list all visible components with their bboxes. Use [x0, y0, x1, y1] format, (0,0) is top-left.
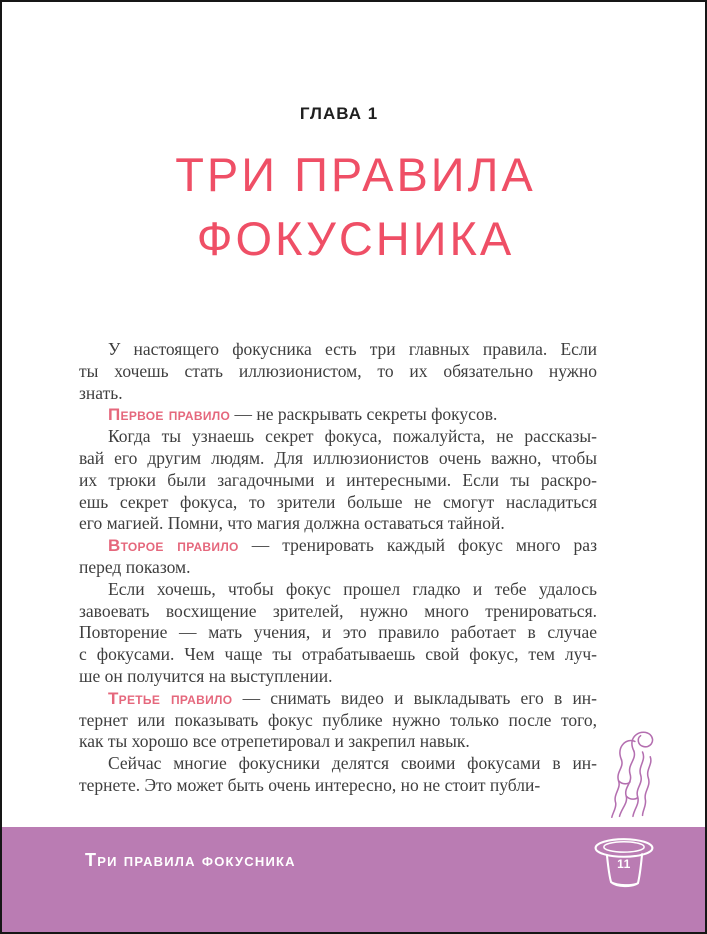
text-line: его магией. Помни, что магия должна оставаться тайной.	[79, 513, 505, 534]
magic-smoke-icon	[608, 728, 656, 824]
text-line: ше он получится на выступлении.	[79, 665, 333, 686]
body-text	[79, 339, 597, 797]
top-hat-icon	[593, 836, 655, 892]
text-line: вай его другим людям. Для иллюзионистов очень важно, чтобы	[79, 447, 597, 468]
text-line: знать.	[79, 382, 123, 403]
footer-bar	[2, 827, 705, 932]
text-line: завоевать восхищение зрителей, нужно много тренироваться.	[79, 600, 597, 621]
text-line: Когда ты узнаешь секрет фокуса, пожалуйста, не рассказы-	[108, 426, 597, 447]
rule-lead: Первое правило	[108, 405, 231, 425]
text-line: Первое правило — не раскрывать секреты фокусов.	[108, 404, 498, 425]
paragraph	[79, 535, 597, 579]
text-line: как ты хорошо все отрепетировал и закрепил навык.	[79, 731, 470, 752]
rule-lead: Второе правило	[108, 536, 239, 556]
text-line: ты хочешь стать иллюзионистом, то их обязательно нужно	[79, 360, 597, 381]
text-line: их трюки были загадочными и интересными. Если ты раскро-	[79, 469, 597, 490]
text-line: Если хочешь, чтобы фокус прошел гладко и тебе удалось	[108, 578, 597, 599]
paragraph	[79, 688, 597, 753]
paragraph	[79, 426, 597, 535]
rule-lead: Третье правило	[108, 688, 233, 708]
page-number: 11	[617, 857, 631, 871]
page-title-line-1: ТРИ ПРАВИЛА	[175, 148, 536, 201]
page-title-line-2: ФОКУСНИКА	[196, 212, 515, 265]
chapter-heading: ГЛАВА 1	[299, 104, 379, 123]
text-line: Второе правило — тренировать каждый фокус много раз	[108, 535, 597, 556]
running-title: Три правила фокусника	[85, 850, 296, 870]
paragraph	[79, 404, 597, 426]
text-line: У настоящего фокусника есть три главных правила. Если	[108, 339, 597, 359]
text-line: Сейчас многие фокусники делятся своими фокусами в ин-	[108, 753, 597, 774]
paragraph	[79, 753, 597, 797]
paragraph	[79, 579, 597, 688]
page-title	[32, 143, 679, 271]
text-line: Третье правило — снимать видео и выкладывать его в ин-	[108, 687, 597, 708]
text-line: ешь секрет фокуса, то зрители больше не смогут насладиться	[79, 491, 597, 512]
paragraph	[79, 339, 597, 404]
text-line: тернете. Это может быть очень интересно, но не стоит публи-	[79, 774, 541, 795]
text-line: Повторение — мать учения, и это правило работает в случае	[79, 622, 597, 643]
text-line: с фокусами. Чем чаще ты отрабатываешь свой фокус, тем луч-	[79, 644, 597, 665]
text-line: перед показом.	[79, 556, 191, 577]
text-line: тернет или показывать фокус публике нужно только после того,	[79, 709, 597, 730]
